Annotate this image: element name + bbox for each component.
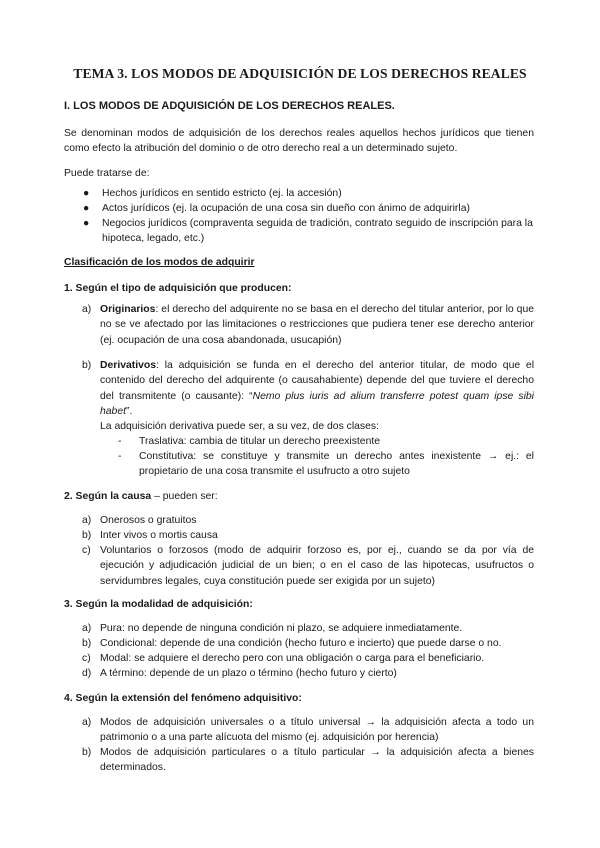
item-marker: a) [82, 717, 92, 728]
list-item-text: Modal: se adquiere el derecho pero con una obligación o carga para el beneficiario. [100, 653, 485, 664]
section-heading: I. LOS MODOS DE ADQUISICIÓN DE LOS DERECHOS REALES. [64, 100, 395, 112]
item-marker: d) [82, 668, 92, 679]
quote-end: ”. [126, 406, 133, 418]
list-item-text: Modos de adquisición universales o a título universal → la adquisición afecta a todo un patrimonio o a una parte alícuota del mismo (ej. adquisición por herencia) [100, 717, 534, 744]
list-item-text: Voluntarios o forzosos (modo de adquirir forzoso es, por ej., cuando se da por vía de ejecución y adjudicación judicial de un bien; o en el caso de las hipotecas, usufructos o servidumbres legales, cuya constitución puede ser exigida por un sujeto) [100, 545, 534, 587]
item-marker: b) [82, 360, 92, 371]
dash-marker: - [118, 451, 122, 462]
item-marker: a) [82, 304, 92, 315]
document-title: TEMA 3. LOS MODOS DE ADQUISICIÓN DE LOS DERECHOS REALES [73, 66, 527, 81]
subsection-heading: Clasificación de los modos de adquirir [64, 257, 255, 268]
group-heading: 1. Según el tipo de adquisición que producen: [64, 283, 292, 294]
term-description: : el derecho del adquirente no se basa en el derecho del titular anterior, por lo que no se ve afectado por las limitaciones o restricciones que pudiera tener ese derecho anterior (ej. ocupación de una cosa abandonada, usucapión) [100, 304, 534, 346]
item-marker: b) [82, 530, 92, 541]
item-marker: b) [82, 747, 92, 758]
sub-list-item-text: Traslativa: cambia de titular un derecho preexistente [139, 436, 381, 447]
group-heading-bold: 2. Según la causa [64, 491, 152, 502]
item-marker: c) [82, 545, 91, 556]
item-marker: b) [82, 638, 92, 649]
item-marker: a) [82, 623, 92, 634]
list-item-text: Negocios jurídicos (compraventa seguida de tradición, contrato seguido de inscripción para la hipoteca, legado, etc.) [102, 218, 533, 245]
bullet-icon: ● [83, 203, 90, 214]
latin-maxim: Nemo plus iuris ad alium transferre potest quam ipse sibi habet [100, 390, 534, 418]
intro-paragraph: Se denominan modos de adquisición de los derechos reales aquellos hechos jurídicos que tienen como efecto la atribución del dominio o de otro derecho real a un determinado sujeto. [64, 128, 534, 155]
item-marker: c) [82, 653, 91, 664]
group-heading [64, 489, 534, 504]
list-item-text [100, 358, 534, 420]
list-item-text: Actos jurídicos (ej. la ocupación de una cosa sin dueño con ánimo de adquirirla) [102, 203, 470, 214]
item-marker: a) [82, 515, 92, 526]
list-item-text: Hechos jurídicos en sentido estricto (ej. la accesión) [102, 188, 342, 199]
list-lead: Puede tratarse de: [64, 168, 150, 179]
list-item-text: Onerosos o gratuitos [100, 515, 197, 526]
list-item-text: A término: depende de un plazo o término (hecho futuro y cierto) [100, 668, 397, 679]
bullet-icon: ● [83, 218, 90, 229]
list-item-text: Pura: no depende de ninguna condición ni plazo, se adquiere inmediatamente. [100, 623, 463, 634]
list-item-text [100, 302, 534, 348]
sub-list-item-text: Constitutiva: se constituye y transmite un derecho antes inexistente → ej.: el propietario de una cosa transmite el usufructo a otro sujeto [139, 451, 534, 478]
group-heading: 4. Según la extensión del fenómeno adquisitivo: [64, 693, 302, 704]
group-heading-tail: – pueden ser: [151, 491, 218, 502]
bullet-icon: ● [83, 188, 90, 199]
list-item-text: Modos de adquisición particulares o a título particular → la adquisición afecta a bienes determinados. [100, 747, 534, 774]
term-originarios: Originarios [100, 304, 156, 315]
group-heading: 3. Según la modalidad de adquisición: [64, 599, 253, 610]
dash-marker: - [118, 436, 122, 447]
term-derivativos: Derivativos [100, 360, 157, 371]
list-item-text: Inter vivos o mortis causa [100, 530, 218, 541]
term-description: : la adquisición se funda en el derecho del anterior titular, de modo que el contenido del derecho del adquirente (o causahabiente) depende del que tuviere el derecho del transmitente (o causante): “ [100, 360, 534, 402]
sub-list-lead: La adquisición derivativa puede ser, a su vez, de dos clases: [100, 421, 379, 432]
list-item-text: Condicional: depende de una condición (hecho futuro e incierto) que puede darse o no. [100, 638, 502, 649]
